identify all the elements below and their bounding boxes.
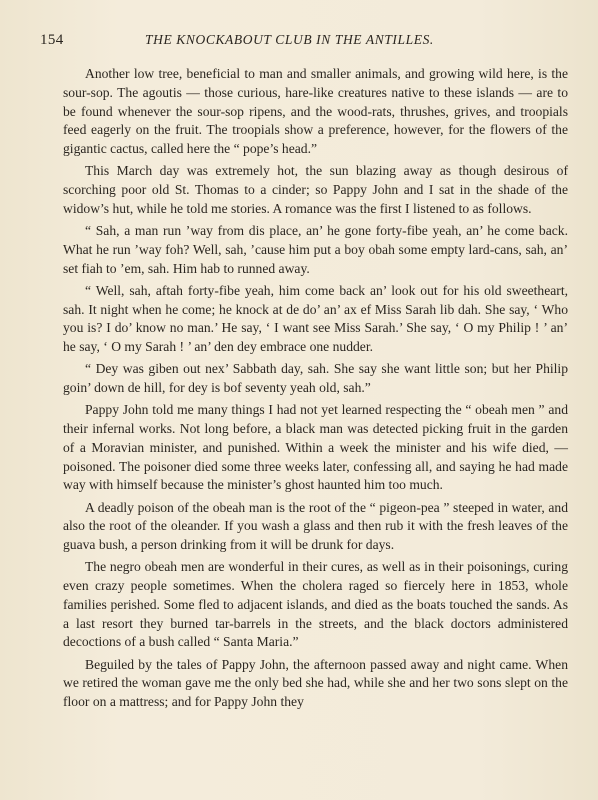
paragraph-deadly-poison: A deadly poison of the obeah man is the root of the “ pigeon-pea ” steeped in water, and also the root of the oleander. If you wash a glass and then rub it with the fresh leaves of the guava bush, a person drinking from it will be drunk for days. (63, 499, 568, 552)
running-title: THE KNOCKABOUT CLUB IN THE ANTILLES. (145, 32, 434, 47)
paragraph-obeah-men: Pappy John told me many things I had not yet learned respecting the “ obeah men ” and their infernal works. Not long before, a black man was detected picking fruit in the garden of a Moravian minister, and punished. Within a week the minister and his wife died, — poisoned. The poisoner died some three weeks later, confessing all, and saying he had made way with himself because the minister’s ghost haunted him too much. (63, 402, 568, 493)
paragraph-hot-day: This March day was extremely hot, the sun blazing away as though desirous of scorching poor old St. Thomas to a cinder; so Pappy John and I sat in the shade of the widow’s hut, while he told me stories. A romance was the first I listened to as follows. (63, 163, 568, 216)
paragraph-cures-cholera: The negro obeah men are wonderful in their cures, as well as in their poisonings, curing even crazy people sometimes. When the cholera raged so fiercely here in 1853, whole families perished. Some fled to adjacent islands, and died as the boats touched the sands. As a last resort they burned tar-barrels in the streets, and the black doctors administered decoctions of a bush called “ Santa Maria.” (63, 559, 568, 650)
paragraph-sour-sop: Another low tree, beneficial to man and smaller animals, and growing wild here, is the sour-sop. The agoutis — those curious, hare-like creatures native to these islands — are to be found whenever the sour-sop ripens, and the wood-rats, thrushes, grives, and troopials feed eagerly on the fruit. The troopials show a preference, however, for the flowers of the gigantic cactus, called here the “ pope’s head.” (63, 66, 568, 156)
paragraph-man-ran-away: “ Sah, a man run ’way from dis place, an’ he gone forty-fibe yeah, an’ he come back. What he run ’way foh? Well, sah, ’cause him put a boy obah some empty lard-cans, sah, an’ set fiah to ’em, sah. Him hab to runned away. (63, 223, 568, 276)
paragraph-sabbath: “ Dey was giben out nex’ Sabbath day, sah. She say she want little son; but her Philip goin’ down de hill, for dey is bof seventy yeah old, sah.” (63, 361, 568, 395)
paragraph-sweetheart: “ Well, sah, aftah forty-fibe yeah, him come back an’ look out for his old sweetheart, sah. It night when he come; he knock at de do’ an’ ax ef Miss Sarah lib dah. She say, ‘ Who you is? I do’ know no man.’ He say, ‘ I want see Miss Sarah.’ She say, ‘ O my Philip ! ’ an’ he say, ‘ O my Sarah ! ’ an’ den dey embrace one nudder. (63, 282, 568, 354)
running-header (40, 32, 565, 54)
paragraph-night: Beguiled by the tales of Pappy John, the afternoon passed away and night came. When we retired the woman gave me the only bed she had, while she and her two sons slept on the floor on a mattress; and for Pappy John they (63, 656, 568, 709)
body-text (63, 65, 568, 715)
page-number: 154 (40, 32, 64, 48)
